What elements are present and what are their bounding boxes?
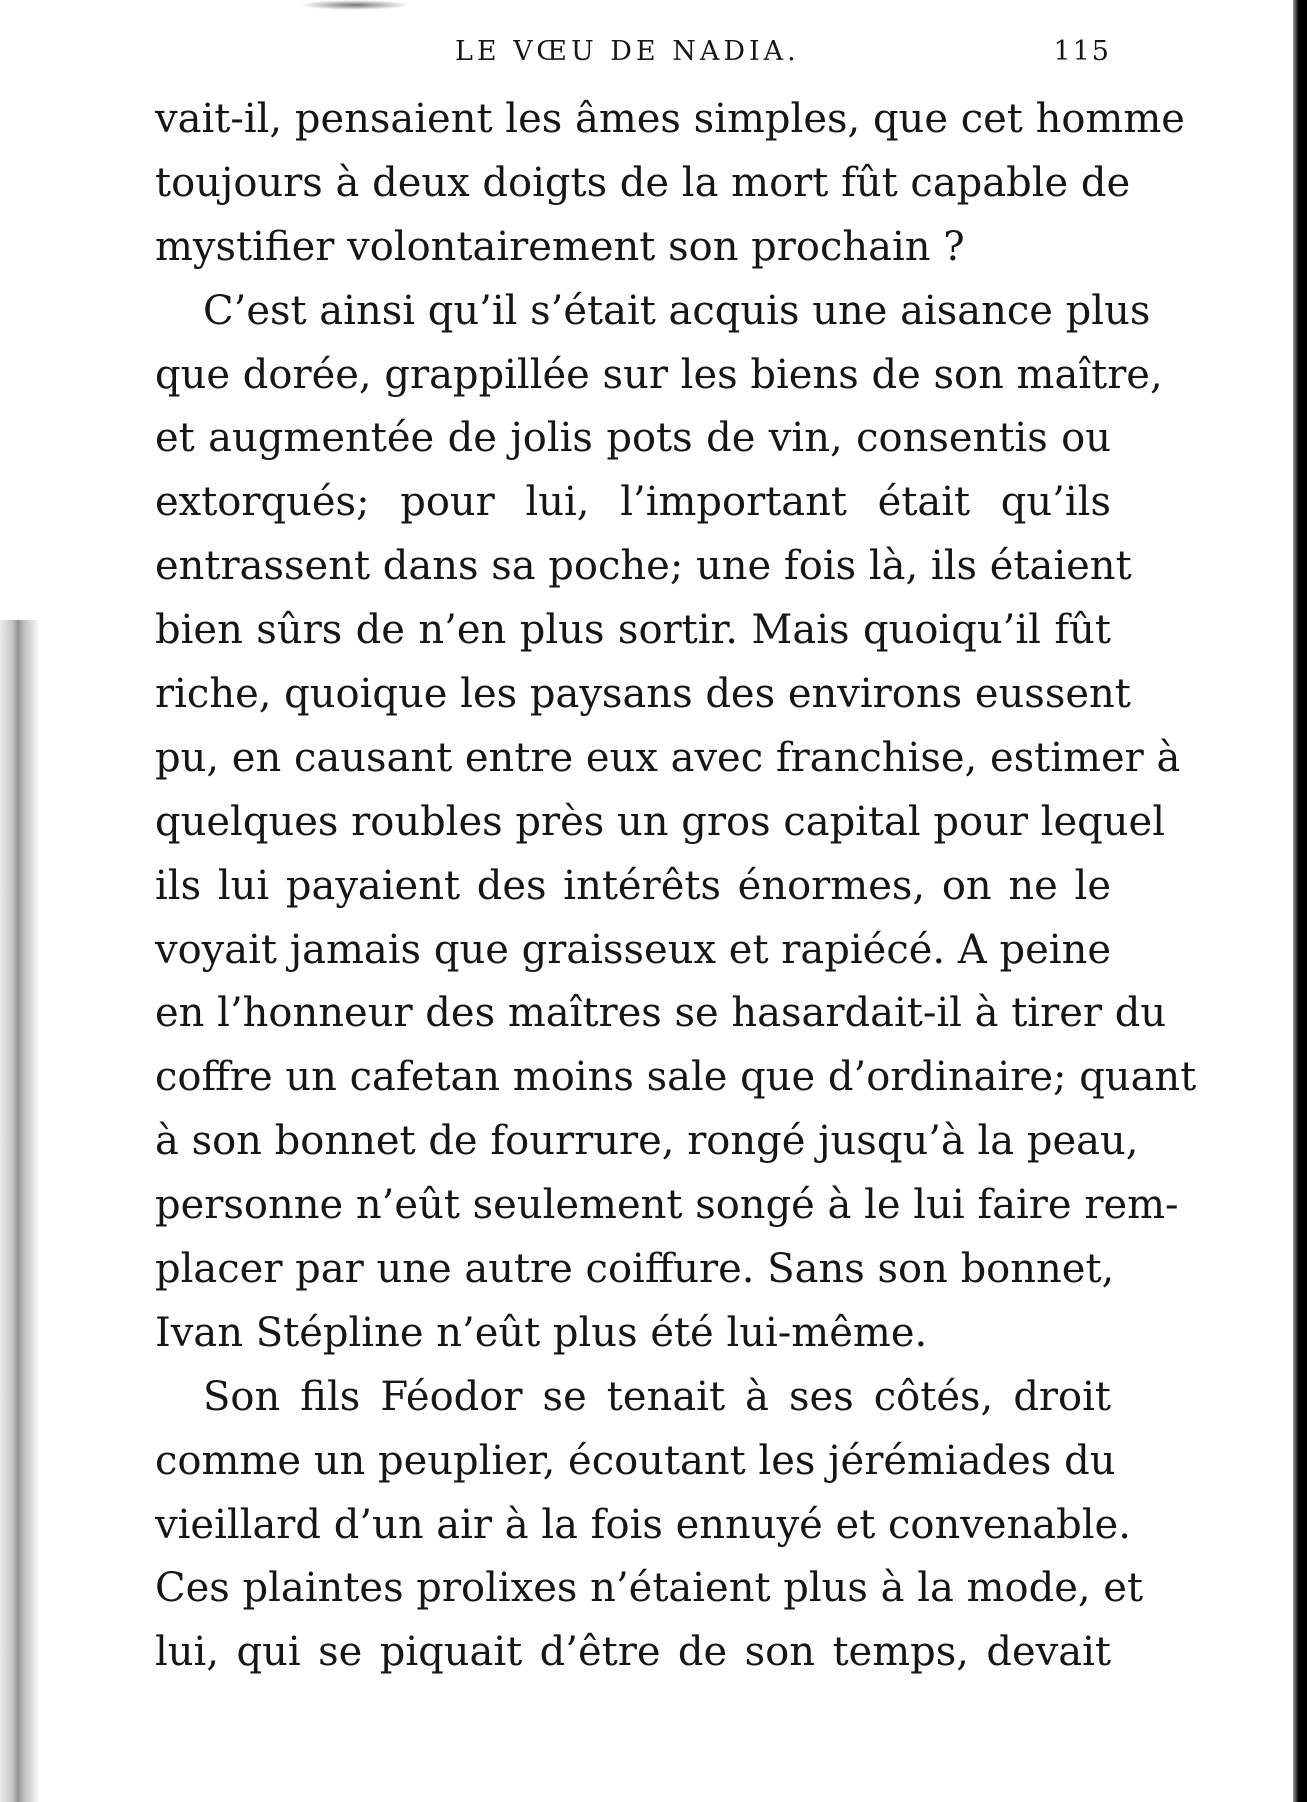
text-line: coffre un cafetan moins sale que d’ordinaire; quant: [155, 1054, 1197, 1101]
text-line: Ces plaintes prolixes n’étaient plus à la mode, et: [155, 1565, 1144, 1612]
text-line: et augmentée de jolis pots de vin, consentis ou: [155, 415, 1111, 462]
text-line: toujours à deux doigts de la mort fût capable de: [155, 159, 1131, 206]
text-line: à son bonnet de fourrure, rongé jusqu’à la peau,: [155, 1118, 1139, 1165]
scan-gutter-shadow: [0, 620, 40, 1802]
text-line: Ivan Stépline n’eût plus été lui-même.: [155, 1309, 928, 1356]
text-line: mystifier volontairement son prochain ?: [155, 223, 965, 270]
text-line: Son fils Féodor se tenait à ses côtés, droit: [203, 1373, 1111, 1420]
text-line: vait-il, pensaient les âmes simples, que cet homme: [155, 96, 1185, 142]
text-line: placer par une autre coiffure. Sans son bonnet,: [155, 1246, 1115, 1293]
text-line: entrassent dans sa poche; une fois là, ils étaient: [155, 543, 1132, 590]
text-line: voyait jamais que graisseux et rapiécé. A peine: [155, 926, 1111, 973]
text-line: ils lui payaient des intérêts énormes, on ne le: [155, 862, 1111, 909]
text-line: extorqués; pour lui, l’important était qu’ils: [155, 479, 1111, 526]
page-header: [155, 36, 1111, 76]
text-line: en l’honneur des maîtres se hasardait-il à tirer du: [155, 990, 1167, 1037]
text-line: riche, quoique les paysans des environs eussent: [155, 671, 1131, 718]
body-text: [155, 88, 1197, 1685]
scan-binding-edge: [1293, 0, 1307, 1802]
text-line: lui, qui se piquait d’être de son temps, devait: [155, 1629, 1111, 1676]
running-title: LE VŒU DE NADIA.: [455, 36, 800, 67]
page-number: 115: [1053, 36, 1111, 67]
text-line: pu, en causant entre eux avec franchise, estimer à: [155, 734, 1181, 781]
text-line: que dorée, grappillée sur les biens de son maître,: [155, 351, 1163, 398]
text-line: quelques roubles près un gros capital pour lequel: [155, 798, 1165, 845]
text-line: comme un peuplier, écoutant les jérémiades du: [155, 1437, 1116, 1484]
scan-smudge: [300, 0, 410, 10]
text-line: vieillard d’un air à la fois ennuyé et convenable.: [155, 1501, 1131, 1548]
text-line: personne n’eût seulement songé à le lui faire rem-: [155, 1182, 1179, 1229]
text-line: bien sûrs de n’en plus sortir. Mais quoiqu’il fût: [155, 607, 1111, 654]
text-line: C’est ainsi qu’il s’était acquis une aisance plus: [203, 287, 1151, 334]
